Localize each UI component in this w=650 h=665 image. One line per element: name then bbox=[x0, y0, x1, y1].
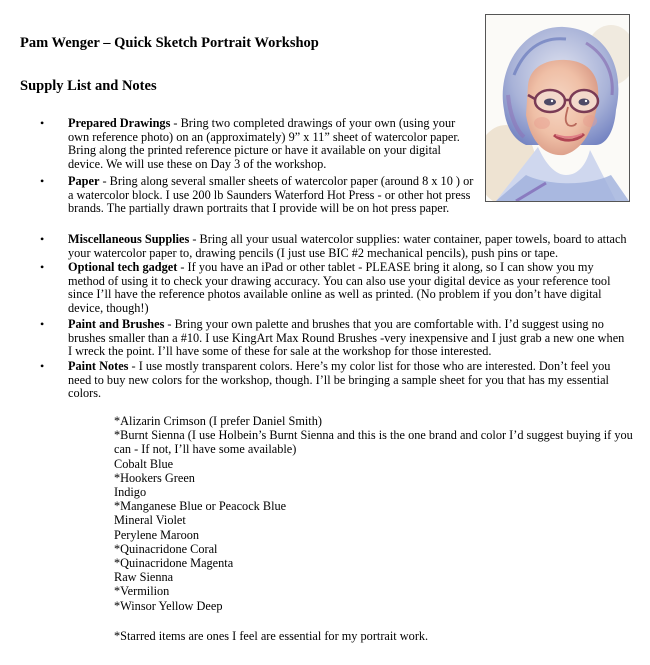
bullet-marker: • bbox=[40, 174, 45, 188]
color-item: Perylene Maroon bbox=[114, 527, 200, 542]
bullet-marker: • bbox=[40, 116, 45, 130]
item-text: - Bring two completed drawings of your own (using your own reference photo) on an (approximately) 9” x 11” sheet of watercolor paper. Bring along the printed reference picture or have it available on your digital device. We will use these on Day 3 of the workshop. bbox=[68, 116, 460, 171]
color-item: *Burnt Sienna (I use Holbein’s Burnt Sienna and this is the one brand and color I’d suggest buying if you can - If not, I’ll have some available) bbox=[114, 428, 633, 457]
color-item: *Alizarin Crimson (I prefer Daniel Smith) bbox=[114, 414, 322, 428]
color-item: *Manganese Blue or Peacock Blue bbox=[114, 499, 287, 514]
item-label: Paper bbox=[68, 174, 100, 188]
bullet-marker: • bbox=[40, 359, 45, 373]
section-heading: Supply List and Notes bbox=[20, 78, 157, 94]
item-label: Paint and Brushes bbox=[68, 317, 165, 331]
bullet-marker: • bbox=[40, 232, 45, 246]
page-title: Pam Wenger – Quick Sketch Portrait Workshop bbox=[20, 35, 319, 51]
item-label: Prepared Drawings bbox=[68, 116, 171, 130]
item-label: Optional tech gadget bbox=[68, 260, 178, 274]
item-text: - Bring your own palette and brushes that you are comfortable with. I’d suggest using no brushes smaller than a #10. I use KingArt Max Round Brushes -very inexpensive and I just grab a new one when I wreck the point. I’ll have some of these for sale at the workshop for those interested. bbox=[68, 317, 625, 359]
watercolor-portrait-image bbox=[485, 14, 630, 202]
item-label: Miscellaneous Supplies bbox=[68, 232, 190, 246]
color-item: Indigo bbox=[114, 485, 147, 500]
list-item bbox=[68, 318, 628, 359]
color-item: Cobalt Blue bbox=[114, 456, 174, 471]
list-item bbox=[68, 175, 476, 216]
list-item bbox=[68, 360, 628, 401]
item-text: - Bring all your usual watercolor supplies: water container, paper towels, board to attach your watercolor paper to, drawing pencils (I just use BIC #2 mechanical pencils), push pins or tape. bbox=[68, 232, 627, 260]
color-item: Raw Sienna bbox=[114, 570, 174, 585]
color-item: *Hookers Green bbox=[114, 470, 195, 485]
color-item: *Vermilion bbox=[114, 584, 170, 599]
color-item: *Quinacridone Coral bbox=[114, 541, 218, 556]
item-text: - I use mostly transparent colors. Here’s my color list for those who are interested. Don’t feel you need to buy new colors for the workshop, though. I’ll be bringing a sample sheet for you that has my essential colors. bbox=[68, 359, 611, 401]
color-list bbox=[114, 414, 634, 613]
list-item bbox=[68, 233, 628, 260]
list-item bbox=[68, 261, 628, 315]
color-item: *Winsor Yellow Deep bbox=[114, 598, 223, 613]
item-text: - Bring along several smaller sheets of watercolor paper (around 8 x 10 ) or a watercolor block. I use 200 lb Saunders Waterford Hot Press - or other hot press brands. The partially drawn portraits that I provide will be on hot press paper. bbox=[68, 174, 474, 216]
footnote: *Starred items are ones I feel are essential for my portrait work. bbox=[114, 629, 429, 643]
bullet-marker: • bbox=[40, 260, 45, 274]
bullet-marker: • bbox=[40, 317, 45, 331]
color-item: Mineral Violet bbox=[114, 513, 186, 528]
item-text: - If you have an iPad or other tablet - PLEASE bring it along, so I can show you my method of using it to check your drawing accuracy. You can also use your digital device as your reference tool since I’ll have the reference photos available online as well as printed. (No problem if you don’t have digital device, though!) bbox=[68, 260, 611, 315]
color-item: *Quinacridone Magenta bbox=[114, 556, 234, 571]
item-label: Paint Notes bbox=[68, 359, 129, 373]
list-item bbox=[68, 117, 476, 171]
